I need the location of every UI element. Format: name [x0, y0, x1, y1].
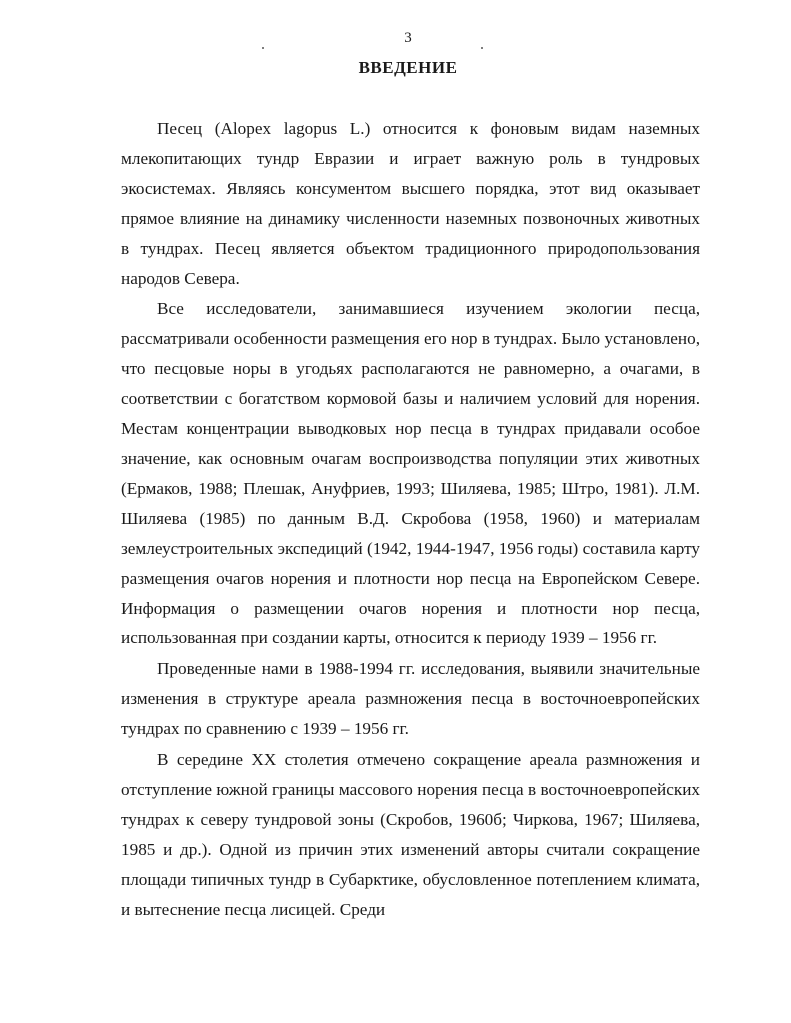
scan-speck [262, 47, 264, 49]
paragraph-4: В середине XX столетия отмечено сокращение ареала размножения и отступление южной границы массового норения песца в восточноевропейских тундрах к северу тундровой зоны (Скробов, 1960б; Чиркова, 1967; Шиляева, 1985 и др.). Одной из причин этих изменений авторы считали сокращение площади типичных тундр в Субарктике, обусловленное потеплением климата, и вытеснение песца лисицей. Среди [121, 750, 700, 919]
paragraph-1: Песец (Alopex lagopus L.) относится к фоновым видам наземных млекопитающих тундр Евразии и играет важную роль в тундровых экосистемах. Являясь консументом высшего порядка, этот вид оказывает прямое влияние на динамику численности наземных позвоночных животных в тундрах. Песец является объектом традиционного природопользования народов Севера. [121, 119, 700, 288]
body-text [121, 114, 700, 924]
paragraph-2: Все исследователи, занимавшиеся изучением экологии песца, рассматривали особенности размещения его нор в тундрах. Было установлено, что песцовые норы в угодьях располагаются не равномерно, а очагами, в соответствии с богатством кормовой базы и наличием условий для норения. Местам концентрации выводковых нор песца в тундрах придавали особое значение, как основным очагам воспроизводства популяции этих животных (Ермаков, 1988; Плешак, Ануфриев, 1993; Шиляева, 1985; Штро, 1981). Л.М. Шиляева (1985) по данным В.Д. Скробова (1958, 1960) и материалам землеустроительных экспедиций (1942, 1944-1947, 1956 годы) составила карту размещения очагов норения и плотности нор песца на Европейском Севере. Информация о размещении очагов норения и плотности нор песца, использованная при создании карты, относится к периоду 1939 – 1956 гг. [121, 299, 700, 648]
paragraph-3: Проведенные нами в 1988-1994 гг. исследования, выявили значительные изменения в структуре ареала размножения песца в восточноевропейских тундрах по сравнению с 1939 – 1956 гг. [121, 659, 700, 739]
section-heading: ВВЕДЕНИЕ [358, 58, 458, 77]
page-number: 3 [404, 30, 412, 46]
scan-speck [481, 47, 483, 49]
